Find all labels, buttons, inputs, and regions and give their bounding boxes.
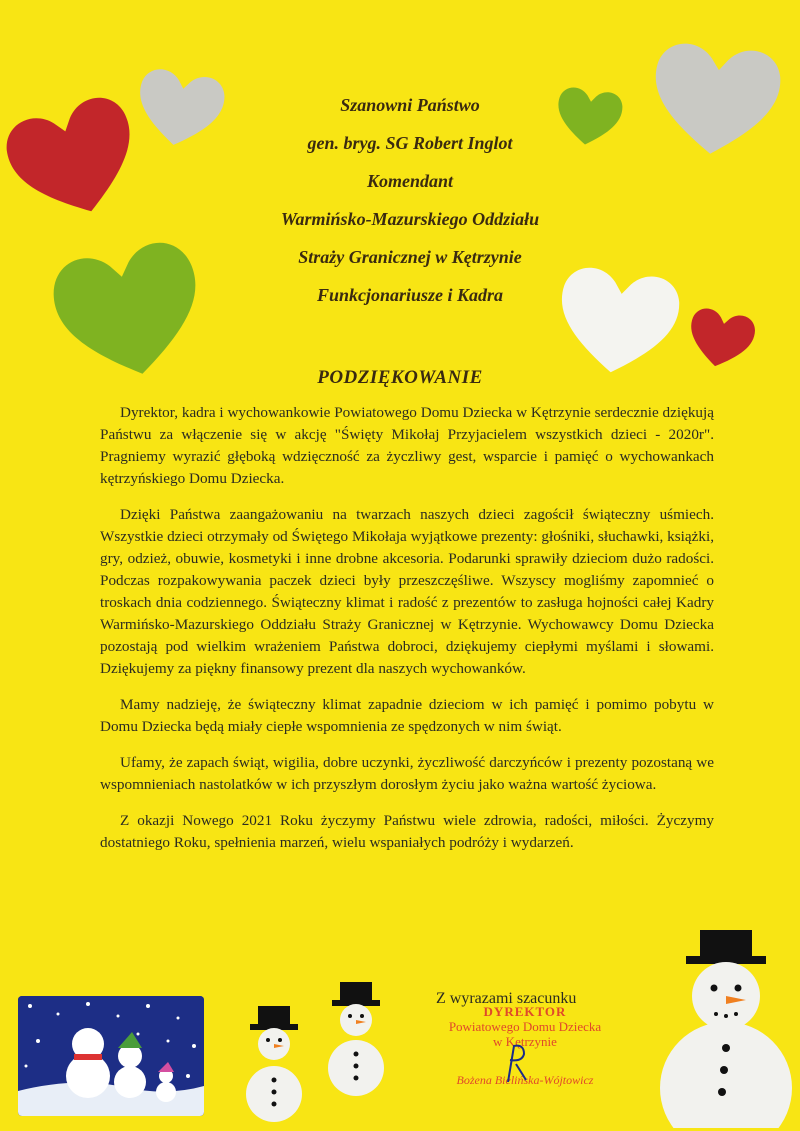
- red-heart-icon: [4, 88, 144, 228]
- small-red-heart-icon: [682, 302, 760, 374]
- body-paragraph: Ufamy, że zapach świąt, wigilia, dobre uczynki, życzliwość darczyńców i prezenty pozostaną we wspomnieniach nastolatków w ich przyszłym dorosłym życiu jako ważna wartość życiowa.: [100, 754, 714, 793]
- body-paragraph: Z okazji Nowego 2021 Roku życzymy Państwu wiele zdrowia, radości, miłości. Życzymy dostatniego Roku, spełnienia marzeń, wielu wspaniałych podróży i wydarzeń.: [100, 812, 714, 851]
- large-silver-heart-icon: [646, 28, 786, 168]
- addressee-line: Szanowni Państwo: [340, 95, 480, 115]
- snowman-icon: [244, 1004, 304, 1128]
- addressee-line: gen. bryg. SG Robert Inglot: [307, 133, 513, 153]
- body-paragraph: Dzięki Państwa zaangażowaniu na twarzach naszych dzieci zagościł świąteczny uśmiech. Wszystkie dzieci otrzymały od Świętego Mikołaja wyjątkowe prezenty: głośniki, słuchawki, książki, gry, odzież, obuwie, kosmetyki i inne drobne akcesoria. Podarunki sprawiły dzieciom dużo radości. Podczas rozpakowywania paczek dzieci były przeszczęśliwe. Wszyscy mogliśmy zapomnieć o troskach dnia codziennego. Świąteczny klimat i radość z prezentów to zasługa hojności całej Kadry Warmińsko-Mazurskiego Oddziału Straży Granicznej w Kętrzynie. Wychowawcy Domu Dziecka pozostają pod wielkim wrażeniem Państwa dobroci, dziękujemy ciepłymi myślami i słowami. Dziękujemy za piękny finansowy prezent dla naszych wychowanków.: [100, 506, 714, 677]
- letter-body: [100, 402, 714, 868]
- stamp-name: Bożena Bielińska-Wójtowicz: [456, 1073, 594, 1087]
- addressee-line: Warmińsko-Mazurskiego Oddziału: [280, 209, 540, 229]
- stamp-line: Powiatowego Domu Dziecka: [448, 1019, 602, 1034]
- stamp-line: w Kętrzynie: [493, 1034, 557, 1049]
- stamp-role: DYREKTOR: [483, 1004, 567, 1019]
- addressee-line: Komendant: [366, 171, 454, 191]
- body-paragraph: Dyrektor, kadra i wychowankowie Powiatowego Domu Dziecka w Kętrzynie serdecznie dziękują Państwu za włączenie się w akcję "Święty Mikołaj Przyjacielem wszystkich dzieci - 2020r". Pragniemy wyrazić głęboką wdzięczność za życzliwy gest, wsparcie i pamięć o wychowankach kętrzyńskiego Domu Dziecka.: [100, 404, 714, 487]
- body-paragraph: Mamy nadzieję, że świąteczny klimat zapadnie dzieciom w ich pamięć i pomimo pobytu w Domu Dziecka będą miały ciepłe wspomnienia ze spędzonych w nim świąt.: [100, 696, 714, 735]
- handwritten-signature-icon: [498, 1040, 534, 1089]
- snowman-icon: [326, 980, 386, 1100]
- christmas-card-image: [18, 996, 204, 1116]
- addressee-block: [160, 86, 660, 314]
- addressee-line: Funkcjonariusze i Kadra: [316, 285, 504, 305]
- closing-phrase: Z wyrazami szacunku: [436, 990, 577, 1007]
- letter-title: PODZIĘKOWANIE: [317, 367, 483, 388]
- addressee-line: Straży Granicznej w Kętrzynie: [298, 247, 522, 267]
- large-snowman-icon: [650, 928, 800, 1128]
